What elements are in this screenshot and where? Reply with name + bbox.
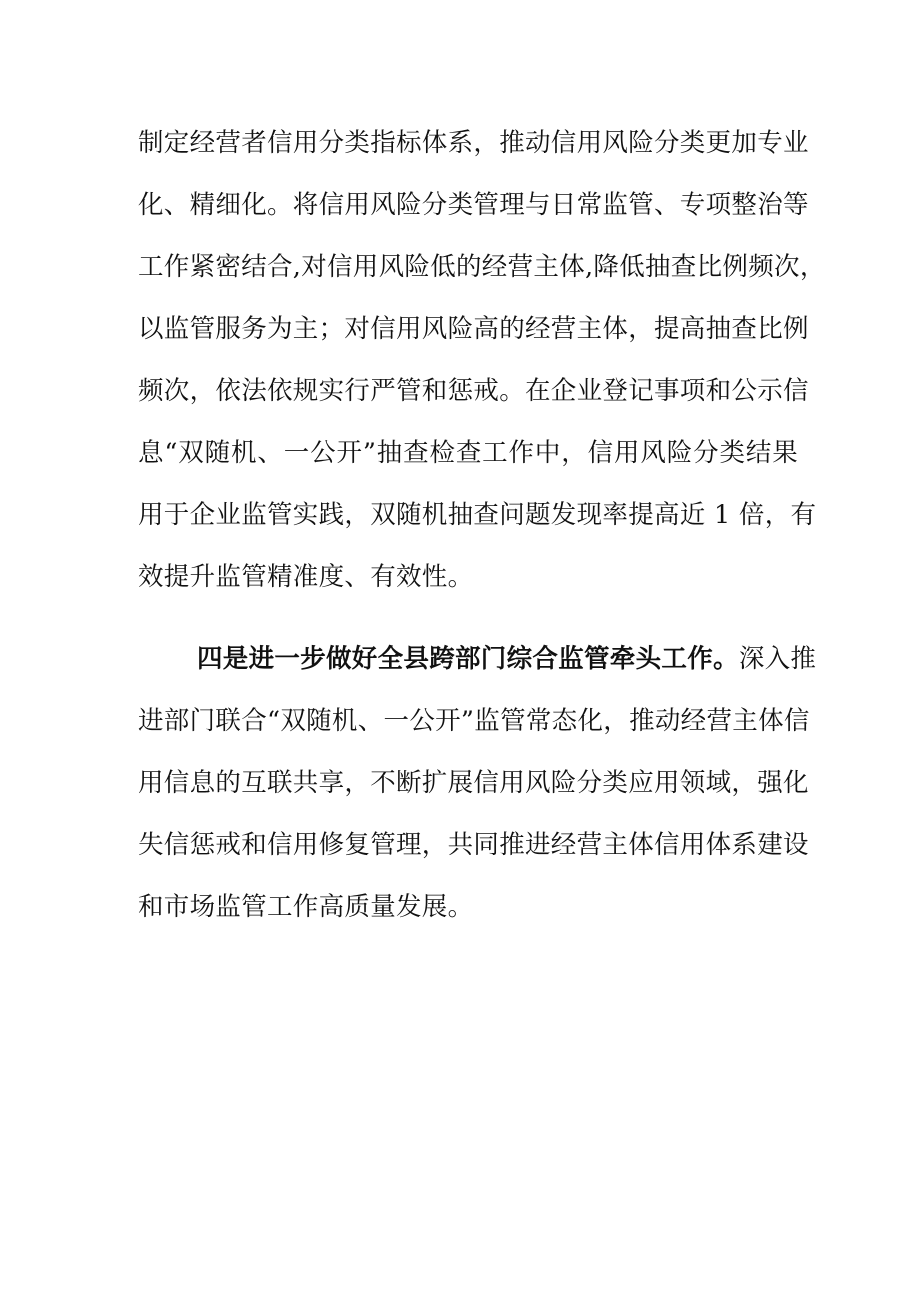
paragraph-1-line-4: 以监管服务为主；对信用风险高的经营主体，提高抽查比例 [138,314,809,344]
paragraph-1-line-5: 频次，依法依规实行严管和惩戒。在企业登记事项和公示信 [138,376,809,406]
paragraph-2-line-5: 和市场监管工作高质量发展。 [138,892,474,922]
paragraph-1-line-3: 工作紧密结合,对信用风险低的经营主体,降低抽查比例频次， [138,252,826,282]
paragraph-2-line-2: 进部门联合“双随机、一公开”监管常态化，推动经营主体信 [138,706,810,736]
paragraph-1-line-1: 制定经营者信用分类指标体系，推动信用风险分类更加专业 [138,128,809,158]
paragraph-1-line-8: 效提升监管精准度、有效性。 [138,562,474,592]
paragraph-2-heading: 四是进一步做好全县跨部门综合监管牵头工作。 [197,644,739,674]
paragraph-1-line-6: 息“双随机、一公开”抽查检查工作中，信用风险分类结果 [138,438,798,468]
paragraph-2-first-line-rest: 深入推 [738,644,817,674]
paragraph-2-line-1 [197,639,817,679]
paragraph-2-line-4: 失信惩戒和信用修复管理，共同推进经营主体信用体系建设 [138,830,809,860]
paragraph-2-line-3: 用信息的互联共享，不断扩展信用风险分类应用领域，强化 [138,768,809,798]
paragraph-1-line-2: 化、精细化。将信用风险分类管理与日常监管、专项整治等 [138,190,809,220]
paragraph-1-line-7: 用于企业监管实践，双随机抽查问题发现率提高近 1 倍，有 [138,500,817,530]
